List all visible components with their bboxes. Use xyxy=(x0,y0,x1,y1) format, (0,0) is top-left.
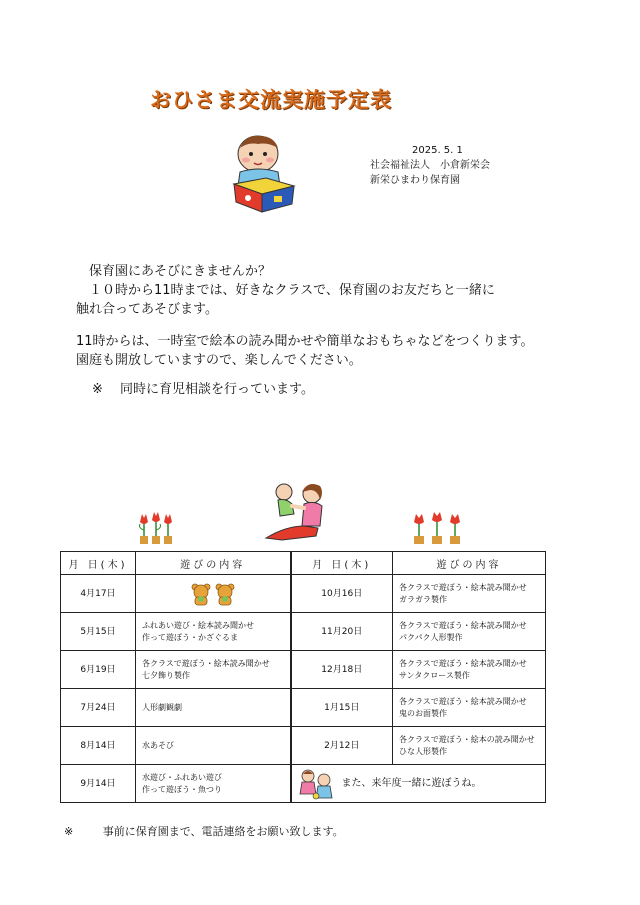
content-line: 各クラスで遊ぼう・絵本読み聞かせ xyxy=(399,582,527,592)
row-content-2 xyxy=(393,727,546,765)
row-date-1: 5月15日 xyxy=(61,613,136,651)
row-content-2 xyxy=(393,689,546,727)
header-date-1: 月 日(木) xyxy=(61,552,136,575)
corporation-name: 社会福祉法人 小倉新栄会 xyxy=(370,160,490,171)
row-date-1: 4月17日 xyxy=(61,575,136,613)
content-line: サンタクロース製作 xyxy=(399,670,470,680)
table-row xyxy=(61,575,546,613)
content-line: 水遊び・ふれあい遊び xyxy=(142,772,222,782)
header-content-2: 遊びの内容 xyxy=(393,552,546,575)
row-content-2 xyxy=(393,651,546,689)
row-date-1: 9月14日 xyxy=(61,765,136,803)
children-playing-icon xyxy=(298,768,334,800)
mother-and-child-icon xyxy=(262,480,332,546)
row-content-1 xyxy=(136,575,291,613)
intro-line-3: 触れ合ってあそびます。 xyxy=(76,302,218,317)
row-content-1 xyxy=(136,613,291,651)
intro-text xyxy=(76,262,534,399)
content-line: 各クラスで遊ぼう・絵本の読み聞かせ xyxy=(399,734,535,744)
organization-block xyxy=(370,143,490,188)
row-content-2 xyxy=(393,575,546,613)
tulip-icon xyxy=(138,512,174,546)
page-title: おひさま交流実施予定表 xyxy=(150,88,392,112)
intro-line-2: １０時から11時までは、好きなクラスで、保育園のお友だちと一緒に xyxy=(76,283,495,298)
content-line: パクパク人形製作 xyxy=(399,632,463,642)
content-line: 各クラスで遊ぼう・絵本読み聞かせ xyxy=(399,696,527,706)
row-date-2: 10月16日 xyxy=(291,575,393,613)
intro-line-4: 11時からは、一時室で絵本の読み聞かせや簡単なおもちゃなどをつくります。 xyxy=(76,334,534,349)
content-line: ふれあい遊び・絵本読み聞かせ xyxy=(142,620,254,630)
content-line: 作って遊ぼう・魚つり xyxy=(142,784,222,794)
content-line: ひな人形製作 xyxy=(399,746,447,756)
header-content-1: 遊びの内容 xyxy=(136,552,291,575)
bear-icon xyxy=(142,582,284,606)
row-date-1: 7月24日 xyxy=(61,689,136,727)
content-line: 七夕飾り製作 xyxy=(142,670,190,680)
table-row xyxy=(61,727,546,765)
baby-with-toy-box-icon xyxy=(228,132,300,214)
footer-text: 事前に保育園まで、電話連絡をお願い致します。 xyxy=(102,825,344,838)
footer-mark: ※ xyxy=(64,825,74,838)
table-row xyxy=(61,651,546,689)
content-line: 作って遊ぼう・かざぐるま xyxy=(142,632,238,642)
content-line: 各クラスで遊ぼう・絵本読み聞かせ xyxy=(399,658,527,668)
note-text: 同時に育児相談を行っています。 xyxy=(120,382,315,397)
nursery-name: 新栄ひまわり保育園 xyxy=(370,175,460,186)
row-content-2 xyxy=(393,613,546,651)
row-content-1 xyxy=(136,765,291,803)
table-row xyxy=(61,689,546,727)
content-line: 各クラスで遊ぼう・絵本読み聞かせ xyxy=(142,658,270,668)
table-row xyxy=(61,765,546,803)
row-date-2: 2月12日 xyxy=(291,727,393,765)
header-date-2: 月 日(木) xyxy=(291,552,393,575)
row-content-1 xyxy=(136,689,291,727)
table-header-row xyxy=(61,552,546,575)
row-content-1 xyxy=(136,651,291,689)
row-date-2: 1月15日 xyxy=(291,689,393,727)
row-content-1 xyxy=(136,727,291,765)
table-row xyxy=(61,613,546,651)
content-line: 水あそび xyxy=(142,740,174,750)
footer-note xyxy=(64,823,344,839)
intro-line-1: 保育園にあそびにきませんか？ xyxy=(76,264,272,279)
content-line: ガラガラ製作 xyxy=(399,594,447,604)
row-date-1: 6月19日 xyxy=(61,651,136,689)
closing-message-cell xyxy=(291,765,546,803)
content-line: 人形劇観劇 xyxy=(142,702,182,712)
consultation-note xyxy=(76,380,534,399)
schedule-table xyxy=(60,551,546,803)
row-date-2: 12月18日 xyxy=(291,651,393,689)
row-date-2: 11月20日 xyxy=(291,613,393,651)
content-line: 各クラスで遊ぼう・絵本読み聞かせ xyxy=(399,620,527,630)
closing-message: また、来年度一緒に遊ぼうね。 xyxy=(341,777,482,789)
issue-date: 2025. 5. 1 xyxy=(412,145,463,156)
content-line: 鬼のお面製作 xyxy=(399,708,447,718)
note-mark: ※ xyxy=(92,382,103,397)
row-date-1: 8月14日 xyxy=(61,727,136,765)
tulip-icon xyxy=(410,512,464,546)
intro-line-5: 園庭も開放していますので、楽しんでください。 xyxy=(76,353,362,368)
